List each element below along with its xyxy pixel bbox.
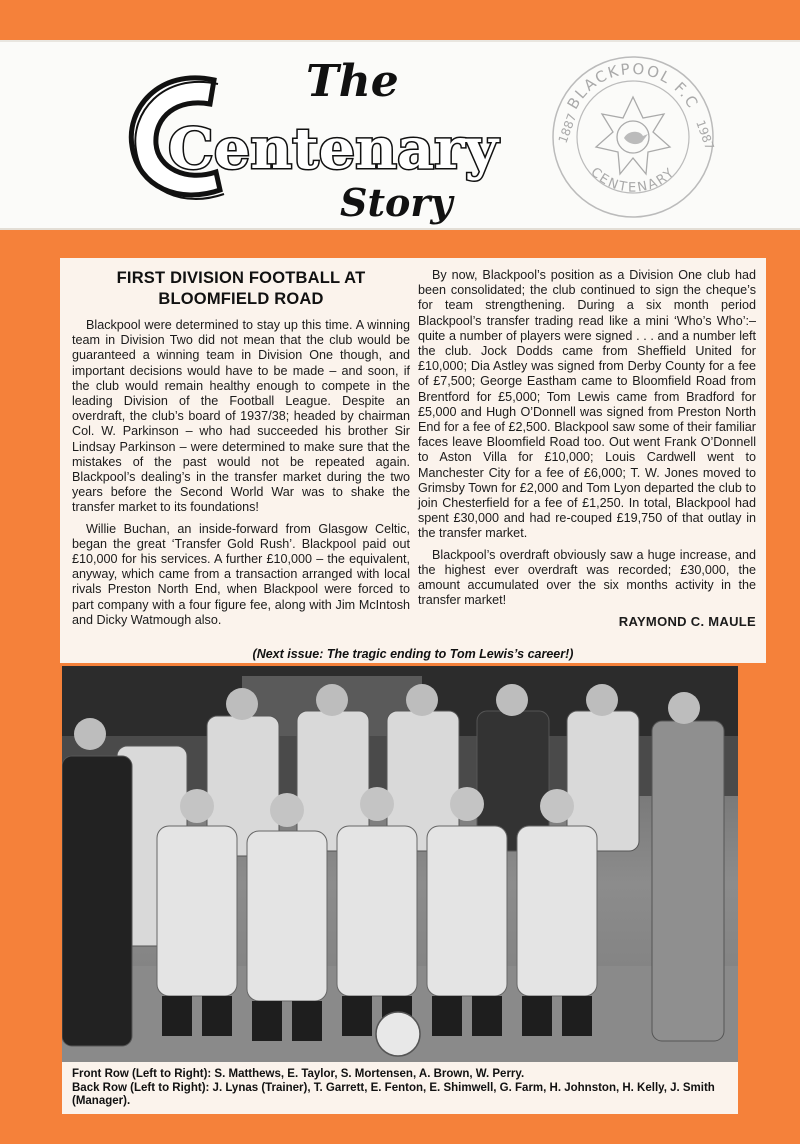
title-story: Story <box>340 180 453 225</box>
caption-back-row: Back Row (Left to Right): J. Lynas (Trainer), T. Garrett, E. Fenton, E. Shimwell, G. Farm, H. Johnston, H. Kelly, J. Smith (Manager). <box>72 1081 715 1108</box>
crest-year-left: 1887 <box>555 111 580 146</box>
crest-bottom-text: CENTENARY <box>587 164 679 196</box>
author-byline: RAYMOND C. MAULE <box>618 614 756 630</box>
article-paragraph: By now, Blackpool’s position as a Division One club had been consolidated; the club continued to sign the cheque’s for team strengthening. During a six month period Blackpool’s transfer trading read like a mini ‘Who’s Who’:– quite a number of players were signed . . . and a number left the club. Jock Dodds came from Sheffield United for £10,000; Dia Astley was signed from Derby County for a fee of £7,500; George Eastham came to Bloomfield Road from Brentford for £5,000; Tom Lewis came from Bradford for £5,000 and Hugh O’Donnell was signed from Preston North End for a fee of £2,500. Blackpool saw some of their familiar faces leave Bloomfield Road too. Out went Frank O’Donnell to Aston Villa for £10,000; Louis Cardwell went to Manchester City for a fee of £6,000; T. W. Jones moved to Grimsby Town for £2,000 and Tom Lyon departed the club to join Chesterfield for a fee of £1,250. In total, Blackpool had spent £30,000 and had re-couped £19,750 of that outlay in the transfer market. <box>418 268 756 541</box>
football <box>376 1012 420 1056</box>
crest-top-text: BLACKPOOL F.C <box>563 59 703 113</box>
svg-text:CENTENARY <box>587 165 678 196</box>
photo-caption <box>72 1068 732 1109</box>
svg-text:BLACKPOOL F.C <box>564 60 703 113</box>
article-paragraph: Blackpool were determined to stay up this time. A winning team in Division Two did not mean that the club would be guaranteed a winning team in Division One though, and important decisions would have to be made – and soon, if the club would remain healthy enough to compete in the leading Division of the Football League. Despite an overdraft, the club’s board of 1937/38; headed by chairman Col. W. Parkinson – who had succeeded his brother Sir Lindsay Parkinson – were determined to make sure that the mistakes of the past would not be repeated again. Blackpool’s dealing’s in the transfer market during the two years before the Second World War was to shake the transfer market to its foundations! <box>72 318 410 515</box>
photo-caption-panel <box>62 1062 738 1114</box>
rose-emblem <box>596 97 670 174</box>
blackpool-centenary-crest <box>548 52 718 222</box>
article-paragraph: Blackpool’s overdraft obviously saw a huge increase, and the highest ever overdraft was recorded; £30,000, the amount accumulated over the six months activity in the transfer market! <box>418 547 756 608</box>
article-panel <box>60 258 766 663</box>
article-paragraph: Willie Buchan, an inside-forward from Glasgow Celtic, began the great ‘Transfer Gold Rush’. Blackpool paid out £10,000 for his services. A further £10,000 – the equivalent, anyway, which came from a transaction arranged with local rivals Preston North End, when Blackpool were forced to part company with a four figure fee, along with Jim McIntosh and Dicky Watmough also. <box>72 521 410 627</box>
title-the: The <box>306 56 399 107</box>
centenary-story-logo <box>118 50 518 226</box>
top-orange-strip <box>0 0 800 40</box>
team-photo-illustration <box>62 666 738 1062</box>
caption-front-row: Front Row (Left to Right): S. Matthews, E. Taylor, S. Mortensen, A. Brown, W. Perry. <box>72 1068 525 1080</box>
team-photo <box>62 666 738 1062</box>
article-left-column <box>72 268 410 634</box>
article-headline: FIRST DIVISION FOOTBALL AT BLOOMFIELD ROAD <box>116 269 366 308</box>
crest-year-right: 1987 <box>693 118 717 152</box>
header-banner <box>0 40 800 230</box>
title-centenary: Centenary <box>168 116 500 182</box>
article-right-column <box>418 268 756 629</box>
next-issue-note: (Next issue: The tragic ending to Tom Lewis’s career!) <box>252 647 574 661</box>
